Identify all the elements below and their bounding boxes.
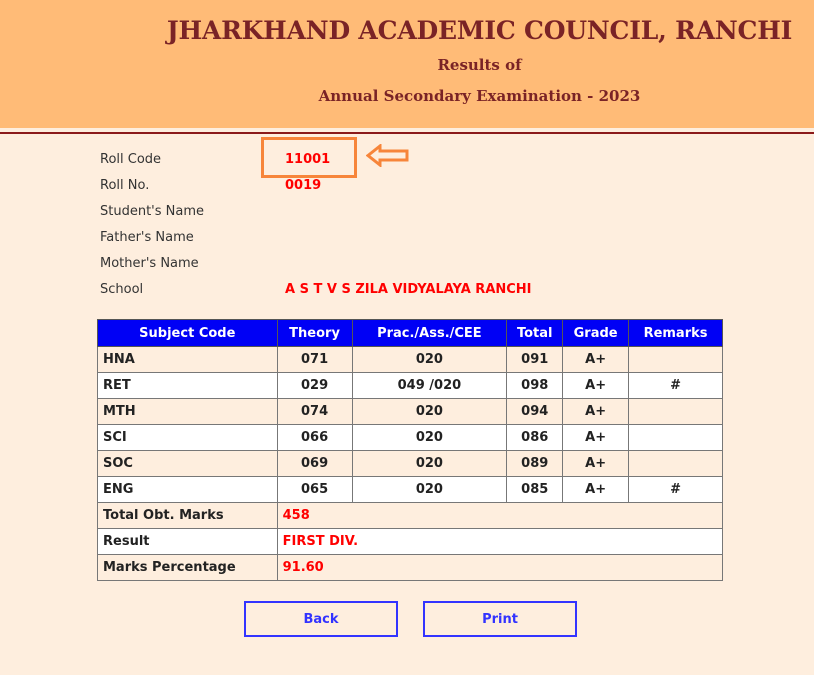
remarks <box>629 347 723 373</box>
result-row <box>98 529 723 555</box>
total-obtained-value: 458 <box>277 503 722 529</box>
practical-marks: 020 <box>352 347 507 373</box>
header-remarks: Remarks <box>629 320 723 347</box>
left-arrow-icon <box>366 144 410 167</box>
grade: A+ <box>563 347 629 373</box>
table-row <box>98 347 723 373</box>
results-of-label: Results of <box>437 56 522 74</box>
subject-code: ENG <box>98 477 278 503</box>
practical-marks: 020 <box>352 425 507 451</box>
total-obtained-label: Total Obt. Marks <box>98 503 278 529</box>
council-title: JHARKHAND ACADEMIC COUNCIL, RANCHI <box>166 16 793 45</box>
roll-code-value: 11001 <box>285 152 331 167</box>
roll-code-label: Roll Code <box>100 152 162 167</box>
total-marks: 089 <box>507 451 563 477</box>
percentage-row <box>98 555 723 581</box>
total-marks: 091 <box>507 347 563 373</box>
total-marks: 085 <box>507 477 563 503</box>
remarks <box>629 451 723 477</box>
practical-marks: 049 /020 <box>352 373 507 399</box>
theory-marks: 066 <box>277 425 352 451</box>
remarks: # <box>629 373 723 399</box>
theory-marks: 071 <box>277 347 352 373</box>
print-button[interactable]: Print <box>423 601 577 637</box>
table-header-row <box>98 320 723 347</box>
header-total: Total <box>507 320 563 347</box>
subject-code: SCI <box>98 425 278 451</box>
total-obtained-row <box>98 503 723 529</box>
school-label: School <box>100 282 144 297</box>
grade: A+ <box>563 451 629 477</box>
father-name-label: Father's Name <box>100 230 194 245</box>
result-label: Result <box>98 529 278 555</box>
percentage-value: 91.60 <box>277 555 722 581</box>
remarks: # <box>629 477 723 503</box>
remarks <box>629 399 723 425</box>
practical-marks: 020 <box>352 451 507 477</box>
roll-no-value: 0019 <box>285 178 322 193</box>
theory-marks: 074 <box>277 399 352 425</box>
total-marks: 098 <box>507 373 563 399</box>
theory-marks: 029 <box>277 373 352 399</box>
school-value: A S T V S ZILA VIDYALAYA RANCHI <box>285 282 532 297</box>
table-row <box>98 477 723 503</box>
subject-code: HNA <box>98 347 278 373</box>
header-subject-code: Subject Code <box>98 320 278 347</box>
student-name-label: Student's Name <box>100 204 205 219</box>
table-row <box>98 373 723 399</box>
marks-table <box>97 319 723 581</box>
practical-marks: 020 <box>352 477 507 503</box>
grade: A+ <box>563 373 629 399</box>
table-row <box>98 451 723 477</box>
practical-marks: 020 <box>352 399 507 425</box>
table-row <box>98 399 723 425</box>
theory-marks: 065 <box>277 477 352 503</box>
result-value: FIRST DIV. <box>277 529 722 555</box>
back-button[interactable]: Back <box>244 601 398 637</box>
theory-marks: 069 <box>277 451 352 477</box>
subject-code: SOC <box>98 451 278 477</box>
grade: A+ <box>563 477 629 503</box>
exam-name: Annual Secondary Examination - 2023 <box>318 87 641 105</box>
page-header <box>0 0 814 128</box>
percentage-label: Marks Percentage <box>98 555 278 581</box>
mother-name-label: Mother's Name <box>100 256 199 271</box>
table-row <box>98 425 723 451</box>
grade: A+ <box>563 399 629 425</box>
roll-no-label: Roll No. <box>100 178 150 193</box>
total-marks: 094 <box>507 399 563 425</box>
remarks <box>629 425 723 451</box>
grade: A+ <box>563 425 629 451</box>
roll-code-highlight-box <box>261 137 357 178</box>
header-theory: Theory <box>277 320 352 347</box>
header-grade: Grade <box>563 320 629 347</box>
header-practical: Prac./Ass./CEE <box>352 320 507 347</box>
subject-code: RET <box>98 373 278 399</box>
total-marks: 086 <box>507 425 563 451</box>
header-divider <box>0 132 814 134</box>
subject-code: MTH <box>98 399 278 425</box>
